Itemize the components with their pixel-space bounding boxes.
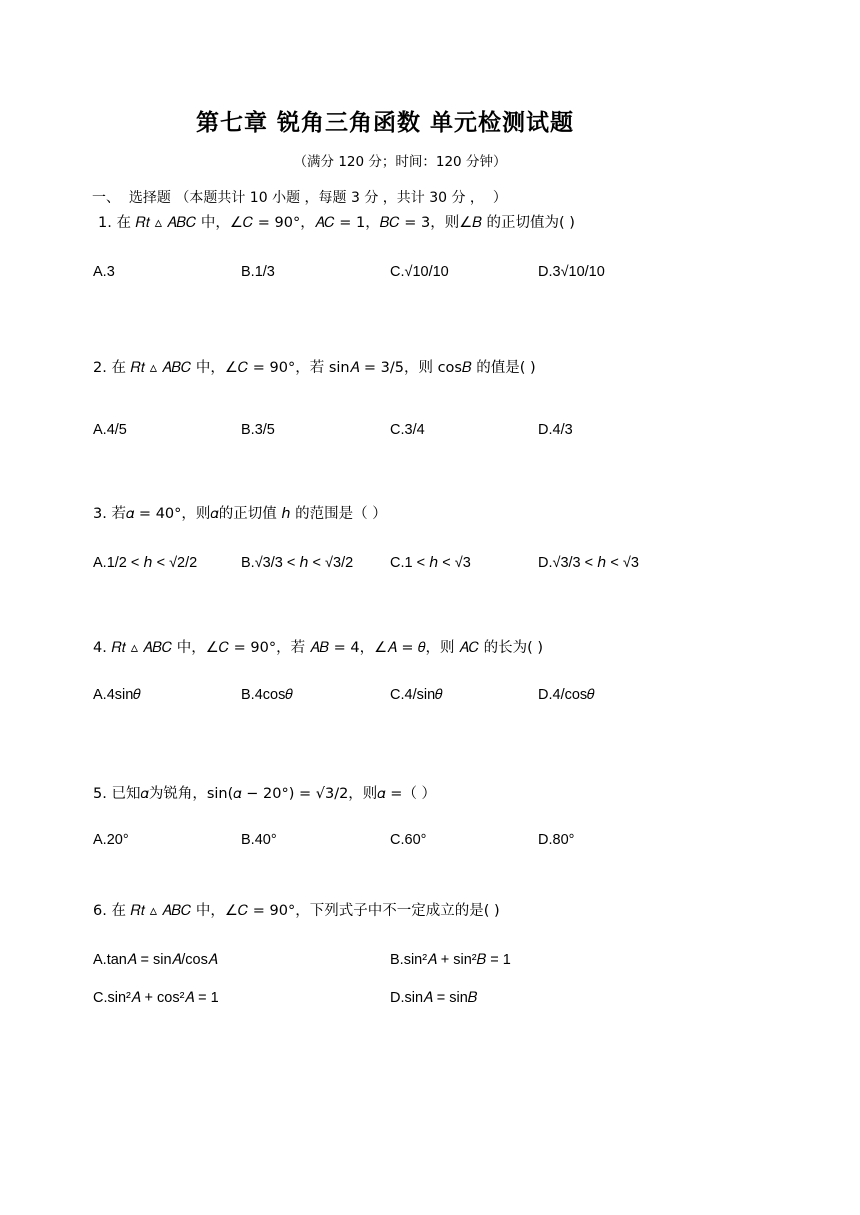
option-a: A.3 — [93, 264, 115, 280]
option-c: C.1 < ℎ < √3 — [390, 555, 471, 571]
option-b: B.4cos𝜃 — [241, 687, 293, 703]
option-c: C.√10/10 — [390, 264, 449, 280]
question-stem: 5. 已知𝛼为锐角，sin(𝛼 − 20°) = √3/2，则𝛼 =（ ） — [93, 786, 437, 802]
option-d: D.80° — [538, 832, 575, 848]
page-subtitle: （满分 120 分；时间：120 分钟） — [293, 154, 507, 170]
option-c: C.4/sin𝜃 — [390, 687, 443, 703]
question-stem: 1. 在 𝑅𝑡 ▵ 𝐴𝐵𝐶 中，∠𝐶 = 90°，𝐴𝐶 = 1，𝐵𝐶 = 3，则∠𝐵 的正切值为( ) — [98, 215, 575, 231]
question-stem: 2. 在 𝑅𝑡 ▵ 𝐴𝐵𝐶 中，∠𝐶 = 90°，若 sin𝐴 = 3/5，则 cos𝐵 的值是( ) — [93, 360, 536, 376]
question-stem: 6. 在 𝑅𝑡 ▵ 𝐴𝐵𝐶 中，∠𝐶 = 90°，下列式子中不一定成立的是( ) — [93, 903, 500, 919]
question-stem: 3. 若𝛼 = 40°，则𝛼的正切值 ℎ 的范围是（ ） — [93, 506, 387, 522]
option-b: B.sin²𝐴 + sin²𝐵 = 1 — [390, 952, 511, 968]
option-a: A.tan𝐴 = sin𝐴/cos𝐴 — [93, 952, 218, 968]
option-b: B.3/5 — [241, 422, 275, 438]
option-a: A.20° — [93, 832, 129, 848]
option-b: B.40° — [241, 832, 277, 848]
option-d: D.4/cos𝜃 — [538, 687, 595, 703]
option-b: B.1/3 — [241, 264, 275, 280]
option-c: C.60° — [390, 832, 427, 848]
section-heading: 一、 选择题 （本题共计 10 小题 ，每题 3 分 ，共计 30 分 ， ） — [92, 190, 507, 206]
option-d: D.3√10/10 — [538, 264, 605, 280]
option-a: A.4/5 — [93, 422, 127, 438]
option-d: D.sin𝐴 = sin𝐵 — [390, 990, 478, 1006]
option-c: C.3/4 — [390, 422, 425, 438]
option-d: D.√3/3 < ℎ < √3 — [538, 555, 639, 571]
option-b: B.√3/3 < ℎ < √3/2 — [241, 555, 354, 571]
question-stem: 4. 𝑅𝑡 ▵ 𝐴𝐵𝐶 中，∠𝐶 = 90°，若 𝐴𝐵 = 4，∠𝐴 = 𝜃，则 𝐴𝐶 的长为( ) — [93, 640, 544, 656]
option-a: A.4sin𝜃 — [93, 687, 141, 703]
option-c: C.sin²𝐴 + cos²𝐴 = 1 — [93, 990, 219, 1006]
option-a: A.1/2 < ℎ < √2/2 — [93, 555, 198, 571]
page-title: 第七章 锐角三角函数 单元检测试题 — [195, 110, 574, 136]
option-d: D.4/3 — [538, 422, 573, 438]
